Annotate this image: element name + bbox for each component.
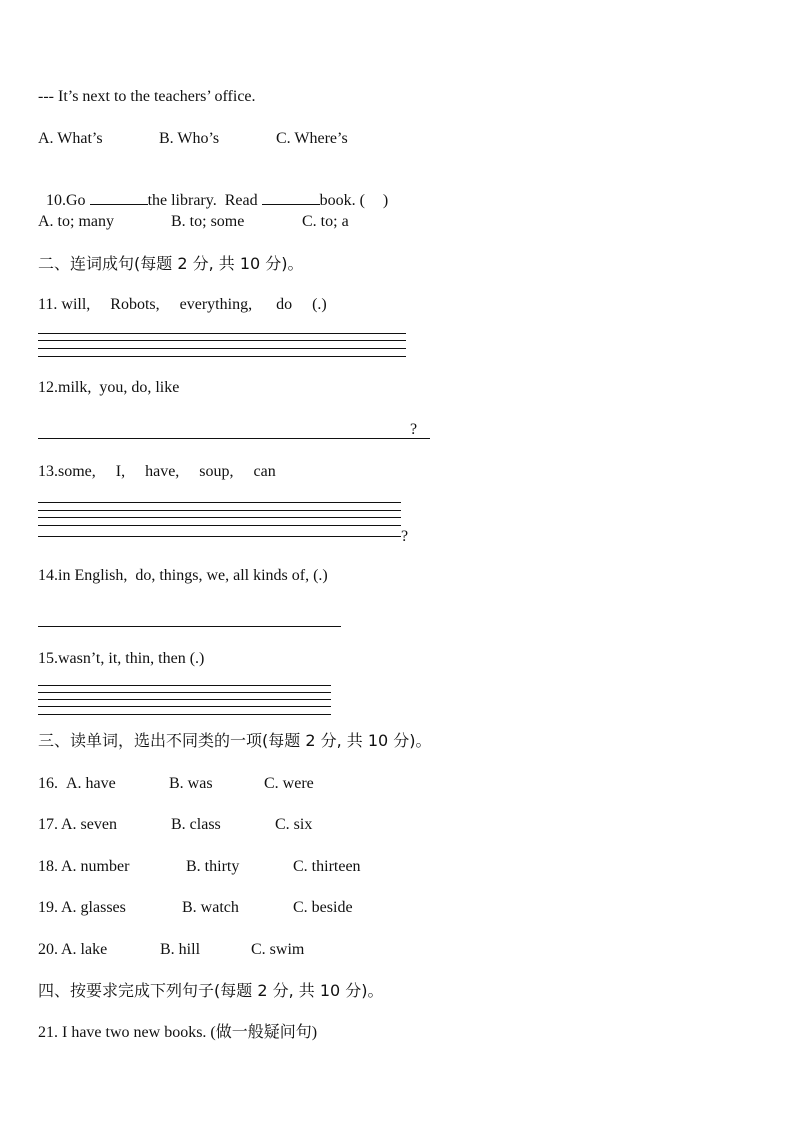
q15-words: 15.wasn’t, it, thin, then (.)	[38, 650, 205, 667]
q9-answer-line: --- It’s next to the teachers’ office.	[38, 88, 256, 105]
q13-answer-line-2[interactable]	[38, 510, 401, 511]
section4-title: 四、按要求完成下列句子(每题 2 分, 共 10 分)。	[38, 981, 384, 1000]
q16-option-c[interactable]: C. were	[264, 775, 314, 792]
q10-question	[38, 170, 388, 211]
q10-middle: the library. Read	[147, 192, 262, 209]
q13-answer-line-3[interactable]	[38, 517, 401, 518]
q13-answer-line-1[interactable]	[38, 502, 401, 503]
q12-answer-line[interactable]	[38, 438, 430, 439]
q18-option-b[interactable]: B. thirty	[186, 858, 240, 875]
q19-number: 19.	[38, 899, 58, 916]
q11-words: 11. will, Robots, everything, do (.)	[38, 296, 327, 313]
q15-answer-line-3[interactable]	[38, 699, 331, 700]
q21-prompt: 21. I have two new books. (做一般疑问句)	[38, 1024, 318, 1041]
q10-option-b[interactable]: B. to; some	[171, 213, 245, 230]
q20-option-b[interactable]: B. hill	[160, 941, 201, 958]
q10-suffix: book. (	[319, 192, 365, 209]
q9-option-a[interactable]: A. What’s	[38, 130, 103, 147]
q20-option-c[interactable]: C. swim	[251, 941, 305, 958]
q15-answer-line-4[interactable]	[38, 706, 331, 707]
q18-number: 18.	[38, 858, 58, 875]
q12-words: 12.milk, you, do, like	[38, 379, 180, 396]
q15-answer-line-5[interactable]	[38, 714, 331, 715]
q9-option-c[interactable]: C. Where’s	[276, 130, 348, 147]
q16-option-b[interactable]: B. was	[169, 775, 213, 792]
q13-answer-line-5[interactable]	[38, 536, 401, 537]
q17-option-c[interactable]: C. six	[275, 816, 313, 833]
section2-title: 二、连词成句(每题 2 分, 共 10 分)。	[38, 254, 304, 273]
q10-prefix: 10.Go	[46, 192, 90, 209]
q19-option-c[interactable]: C. beside	[293, 899, 353, 916]
q17-number: 17.	[38, 816, 58, 833]
q17-option-b[interactable]: B. class	[171, 816, 221, 833]
q19-option-a[interactable]: A. glasses	[61, 899, 126, 916]
q10-close: )	[382, 192, 389, 209]
q17-option-a[interactable]: A. seven	[61, 816, 117, 833]
q20-option-a[interactable]: A. lake	[61, 941, 108, 958]
q12-question-mark: ?	[410, 421, 418, 438]
q10-blank-2[interactable]	[262, 190, 320, 205]
q13-question-mark: ?	[401, 528, 409, 545]
q11-answer-line-3[interactable]	[38, 348, 406, 349]
q11-answer-line-1[interactable]	[38, 333, 406, 334]
q18-option-a[interactable]: A. number	[61, 858, 130, 875]
q9-option-b[interactable]: B. Who’s	[159, 130, 220, 147]
q13-answer-line-4[interactable]	[38, 525, 401, 526]
q15-answer-line-1[interactable]	[38, 685, 331, 686]
q10-blank-1[interactable]	[90, 190, 148, 205]
q10-option-c[interactable]: C. to; a	[302, 213, 349, 230]
q10-option-a[interactable]: A. to; many	[38, 213, 114, 230]
q15-answer-line-2[interactable]	[38, 692, 331, 693]
section3-title: 三、读单词，选出不同类的一项(每题 2 分, 共 10 分)。	[38, 731, 432, 750]
q16-number: 16.	[38, 775, 62, 792]
q13-words: 13.some, I, have, soup, can	[38, 463, 276, 480]
q20-number: 20.	[38, 941, 58, 958]
q14-words: 14.in English, do, things, we, all kinds of, (.)	[38, 567, 328, 584]
q16-option-a[interactable]: A. have	[66, 775, 116, 792]
q11-answer-line-2[interactable]	[38, 340, 406, 341]
q11-answer-line-4[interactable]	[38, 356, 406, 357]
q14-answer-line[interactable]	[38, 626, 341, 627]
q18-option-c[interactable]: C. thirteen	[293, 858, 361, 875]
q19-option-b[interactable]: B. watch	[182, 899, 239, 916]
